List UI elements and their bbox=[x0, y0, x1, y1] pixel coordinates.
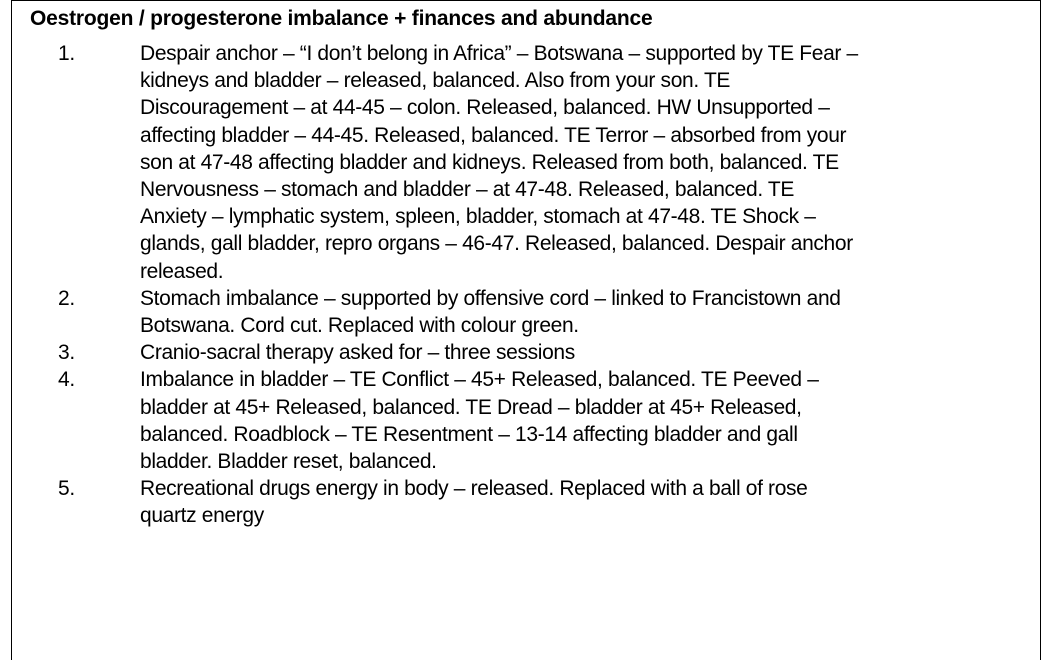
text-line: Recreational drugs energy in body – released. Replaced with a ball of rose bbox=[140, 477, 808, 501]
text-line: Cranio-sacral therapy asked for – three sessions bbox=[140, 341, 575, 365]
list-number: 3. bbox=[58, 341, 75, 365]
list-number: 2. bbox=[58, 286, 75, 310]
text-line: released. bbox=[140, 259, 224, 283]
text-line: son at 47-48 affecting bladder and kidneys. Released from both, balanced. TE bbox=[140, 150, 839, 174]
numbered-list bbox=[58, 40, 1033, 530]
text-line: Discouragement – at 44-45 – colon. Released, balanced. HW Unsupported – bbox=[140, 96, 830, 120]
text-line: bladder. Bladder reset, balanced. bbox=[140, 450, 437, 474]
list-item-4 bbox=[58, 366, 1033, 475]
list-number: 1. bbox=[58, 42, 75, 65]
text-line: Imbalance in bladder – TE Conflict – 45+ Released, balanced. TE Peeved – bbox=[140, 368, 819, 392]
document-title: Oestrogen / progesterone imbalance + finances and abundance bbox=[30, 7, 653, 30]
text-line: Stomach imbalance – supported by offensive cord – linked to Francistown and bbox=[140, 286, 841, 310]
text-line: glands, gall bladder, repro organs – 46-47. Released, balanced. Despair anchor bbox=[140, 232, 853, 256]
list-item-5 bbox=[58, 475, 1033, 529]
list-item-1 bbox=[58, 40, 1033, 285]
text-line: bladder at 45+ Released, balanced. TE Dread – bladder at 45+ Released, bbox=[140, 395, 802, 419]
text-line: Botswana. Cord cut. Replaced with colour green. bbox=[140, 314, 579, 338]
text-line: quartz energy bbox=[140, 504, 264, 528]
text-line: Anxiety – lymphatic system, spleen, bladder, stomach at 47-48. TE Shock – bbox=[140, 205, 816, 229]
list-number: 4. bbox=[58, 368, 75, 392]
list-item-3 bbox=[58, 339, 1033, 366]
list-number: 5. bbox=[58, 477, 75, 501]
list-item-2 bbox=[58, 285, 1033, 339]
text-line: kidneys and bladder – released, balanced. Also from your son. TE bbox=[140, 69, 731, 93]
text-line: affecting bladder – 44-45. Released, balanced. TE Terror – absorbed from your bbox=[140, 123, 847, 147]
text-line: balanced. Roadblock – TE Resentment – 13-14 affecting bladder and gall bbox=[140, 422, 798, 446]
text-line: Despair anchor – “I don’t belong in Africa” – Botswana – supported by TE Fear – bbox=[140, 42, 858, 65]
text-line: Nervousness – stomach and bladder – at 47-48. Released, balanced. TE bbox=[140, 178, 795, 202]
